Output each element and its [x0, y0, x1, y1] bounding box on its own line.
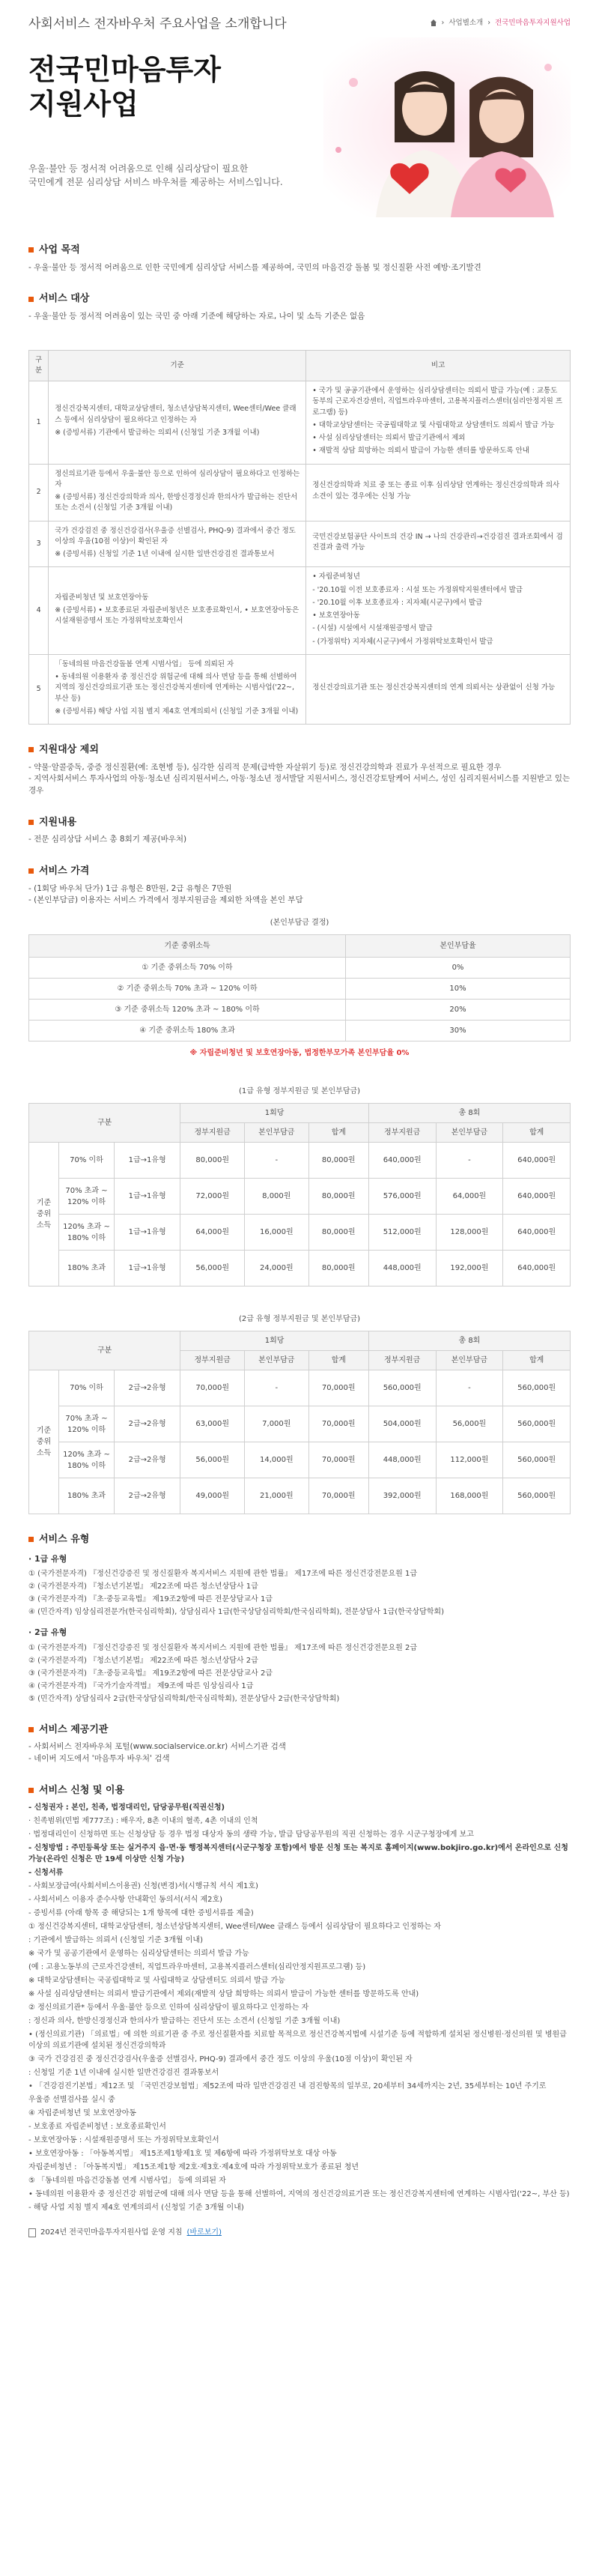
table-cell: 70,000원	[308, 1406, 368, 1442]
section-target	[28, 291, 571, 322]
row-group-label: 기준 중위 소득	[29, 1143, 59, 1287]
note-line: - '20.10월 이후 보호종료자 : 지자체(시군구)에서 발급	[312, 598, 483, 607]
table-cell: 1급→1유형	[115, 1251, 180, 1287]
note-line: • 보호연장아동	[312, 611, 360, 620]
apply-line: 자립준비청년 : 「아동복지법」 제15조제1항 제2호·제3호·제4호에 따라 가정위탁보호가 종료된 청년	[28, 2163, 359, 2171]
subsidy-table	[28, 1331, 571, 1514]
table-header: 정부지원금	[368, 1123, 436, 1143]
apply-line: • 「건강검진기본법」제12조 및 「국민건강보험법」제52조에 따라 일반건강검진 내 검진항목의 일부로, 20세부터 34세까지는 2년, 35세부터는 10년 주기로	[28, 2082, 547, 2090]
table-header: 정부지원금	[368, 1351, 436, 1370]
note-line: • 국가 및 공공기관에서 운영하는 심리상담센터는 의뢰서 발급 가능(예 : 교통도동부의 근로자건강센터, 직업트라우마센터, 고용복지플러스센터(심리안정지원 프로그램) 등)	[312, 387, 563, 417]
table-cell: 392,000원	[368, 1478, 436, 1514]
row-number: 5	[29, 654, 49, 724]
apply-line: - 증빙서류 (아래 항목 중 해당되는 1개 항목에 대한 증빙서류를 제출)	[28, 1909, 254, 1917]
table-cell: 80,000원	[308, 1179, 368, 1215]
table-row	[29, 381, 571, 465]
table-cell: 80,000원	[308, 1215, 368, 1251]
table-row	[29, 521, 571, 567]
criteria-note	[306, 567, 571, 655]
section-title	[28, 291, 571, 306]
table-cell: 504,000원	[368, 1406, 436, 1442]
table-cell: 560,000원	[503, 1478, 571, 1514]
table-row	[29, 1478, 571, 1514]
section-square-icon	[28, 1788, 34, 1793]
table-row	[29, 1179, 571, 1215]
table-cell: 80,000원	[308, 1143, 368, 1179]
table-cell: 80,000원	[180, 1143, 245, 1179]
table-cell: 128,000원	[436, 1215, 503, 1251]
apply-line: - 신청방법 : 주민등록상 또는 실거주지 읍·면·동 행정복지센터(시군구청장 포함)에서 방문 신청 또는 복지로 홈페이지(www.bokjiro.go.kr)에서 온라인으로 신청 가능(온라인 신청은 만 19세 이상만 신청 가능)	[28, 1844, 568, 1863]
table-cell: 70,000원	[308, 1370, 368, 1406]
table-cell: ① 기준 중위소득 70% 이하	[29, 958, 346, 979]
exclusion-line: - 지역사회서비스 투자사업의 아동·청소년 심리지원서비스, 아동·청소년 정서발달 지원서비스, 정신건강토탈케어 서비스, 성인 심리지원서비스를 지원받고 있는 경우	[28, 774, 571, 795]
table-cell: 1급→1유형	[115, 1143, 180, 1179]
table-row	[29, 654, 571, 724]
criteria-text	[49, 381, 306, 465]
criteria-note	[306, 464, 571, 521]
type-item: ① (국가전문자격) 『정신건강증진 및 정신질환자 복지서비스 지원에 관한 법률』 제17조에 따른 정신건강전문요원 2급	[28, 1643, 418, 1652]
table-cell: 80,000원	[308, 1251, 368, 1287]
criteria-line: 자립준비청년 및 보호연장아동	[55, 593, 149, 602]
section-square-icon	[28, 247, 34, 253]
table-cell: ② 기준 중위소득 70% 초과 ~ 120% 이하	[29, 979, 346, 1000]
table-cell: 640,000원	[368, 1143, 436, 1179]
table-cell: 1급→1유형	[115, 1179, 180, 1215]
note-line: • 자립준비청년	[312, 572, 360, 581]
table-cell: 2급→2유형	[115, 1442, 180, 1478]
table-cell: 112,000원	[436, 1442, 503, 1478]
file-icon	[28, 2228, 36, 2237]
row-number: 2	[29, 464, 49, 521]
criteria-text	[49, 654, 306, 724]
table-row	[29, 1370, 571, 1406]
criteria-line: 「동네의원 마음건강돌봄 연계 시범사업」 등에 의뢰된 자	[55, 659, 234, 668]
table-header: 1회당	[180, 1104, 369, 1123]
section-title	[28, 1723, 571, 1738]
table-row	[29, 1442, 571, 1478]
type-item: ② (국가전문자격) 『청소년기본법』 제22조에 따른 청소년상담사 1급	[28, 1582, 258, 1591]
table-cell: -	[436, 1370, 503, 1406]
apply-line: 우울증 선별검사를 실시 중	[28, 2096, 115, 2104]
criteria-line: ※ (증빙서류) 신청일 기준 1년 이내에 실시한 일반건강검진 결과통보서	[55, 550, 275, 558]
apply-line: - 신청서류	[28, 1869, 64, 1877]
provider-line: - 사회서비스 전자바우처 포털(www.socialservice.or.kr) 서비스기관 검색	[28, 1742, 286, 1751]
table-cell: 70% 이하	[59, 1143, 115, 1179]
apply-line: • 동네의원 이용환자 중 정신건강 위험군에 대해 의사 면담 등을 통해 선별하여, 지역의 정신건강의료기관 또는 정신건강복지센터에 연계하는 시범사업('22~, 부산 등)	[28, 2190, 570, 2198]
table-header: 본인부담금	[436, 1351, 503, 1370]
table-cell: 56,000원	[436, 1406, 503, 1442]
subsidy-caption: (2급 유형 정부지원금 및 본인부담금)	[238, 1315, 361, 1323]
row-number: 4	[29, 567, 49, 655]
guideline-text: 2024년 전국민마음투자지원사업 운영 지침	[40, 2228, 183, 2237]
table-header: 본인부담율	[346, 935, 571, 958]
copay-table	[28, 934, 571, 1041]
row-number: 1	[29, 381, 49, 465]
section-title-text: 서비스 가격	[39, 865, 90, 877]
apply-line: · 법정대리인이 신청하면 또는 신청상담 등 경우 법정 대상자 동의 생략 가능, 발급 담당공무원의 직권 신청하는 경우 시군구청장에게 보고	[28, 1830, 474, 1839]
section-square-icon	[28, 1727, 34, 1732]
section-square-icon	[28, 868, 34, 874]
apply-line: • 보호연장아동 : 「아동복지법」 제15조제1항제1호 및 제6항에 따라 가정위탁보호 대상 아동	[28, 2150, 337, 2158]
table-cell: 70% 이하	[59, 1370, 115, 1406]
section-exclusion	[28, 743, 571, 797]
apply-line: : 신청일 기준 1년 이내에 실시한 일반건강검진 결과통보서	[28, 2069, 219, 2077]
criteria-table-body	[29, 381, 571, 725]
table-header: 구분	[29, 350, 49, 381]
section-title-text: 서비스 제공기관	[39, 1723, 109, 1735]
criteria-line: 정신건강복지센터, 대학교상담센터, 청소년상담복지센터, Wee센터/Wee 클래스 등에서 심리상담이 필요하다고 인정하는 자	[55, 405, 297, 424]
note-line: 국민건강보험공단 사이트의 건강 IN → 나의 건강관리→건강검진 결과조회에서 검진결과 출력 가능	[312, 533, 563, 552]
provider-line: - 네이버 지도에서 '마음투자 바우처' 검색	[28, 1753, 170, 1763]
table-header: 정부지원금	[180, 1351, 245, 1370]
hero-lead	[28, 162, 350, 189]
table-cell: 49,000원	[180, 1478, 245, 1514]
table-header: 1회당	[180, 1331, 369, 1351]
type1-list	[28, 1568, 571, 1618]
apply-line: - 사회보장급여(사회서비스이용권) 신청(변경)서(시행규칙 서식 제1호)	[28, 1882, 258, 1890]
apply-line: - 사회서비스 이용자 준수사항 안내확인 동의서(서식 제2호)	[28, 1896, 223, 1904]
table-row	[29, 1021, 571, 1041]
table-header: 구분	[29, 1104, 180, 1143]
apply-line: : 기관에서 발급하는 의뢰서 (신청일 기준 3개월 이내)	[28, 1936, 203, 1944]
table-row	[29, 1000, 571, 1021]
type-group-title: · 2급 유형	[28, 1627, 67, 1637]
table-cell: 70,000원	[180, 1370, 245, 1406]
criteria-table	[28, 350, 571, 725]
criteria-line: ※ (증빙서류) 정신건강의학과 의사, 한방신경정신과 한의사가 발급하는 진단서 또는 소견서 (신청일 기준 3개월 이내)	[55, 493, 298, 513]
table-cell: 64,000원	[436, 1179, 503, 1215]
table-cell: 7,000원	[244, 1406, 308, 1442]
table-header: 총 8회	[368, 1104, 570, 1123]
section-title-text: 사업 목적	[39, 244, 80, 256]
table-cell: 192,000원	[436, 1251, 503, 1287]
criteria-table-wrap	[28, 350, 571, 725]
footer	[28, 2227, 571, 2238]
table-cell: 2급→2유형	[115, 1478, 180, 1514]
table-cell: 2급→2유형	[115, 1370, 180, 1406]
table-cell: 70,000원	[308, 1442, 368, 1478]
table-cell: 560,000원	[368, 1370, 436, 1406]
table-cell: 448,000원	[368, 1251, 436, 1287]
apply-line: ※ 대학교상담센터는 국공립대학교 및 사립대학교 상담센터도 의뢰서 발급 가능	[28, 1977, 285, 1985]
criteria-line: ※ (증빙서류) 해당 사업 지침 별지 제4호 연계의뢰서 (신청일 기준 3개월 이내)	[55, 707, 299, 716]
home-icon[interactable]	[430, 19, 437, 27]
table-header: 합계	[308, 1123, 368, 1143]
apply-line: - 해당 사업 지침 별지 제4호 연계의뢰서 (신청일 기준 3개월 이내)	[28, 2204, 244, 2212]
exclusion-line: - 약물·알콜중독, 중증 정신질환(예: 조현병 등), 심각한 심리적 문제(급박한 자살위기 등)로 정신건강의학과 진료가 우선적으로 필요한 경우	[28, 762, 502, 772]
row-group-label: 기준 중위 소득	[29, 1370, 59, 1514]
fee-text: - 전문 심리상담 서비스 총 8회기 제공(바우처)	[28, 835, 187, 844]
section-square-icon	[28, 297, 34, 302]
apply-line: · 친족범위(민법 제777조) : 배우자, 8촌 이내의 혈족, 4촌 이내의 인척	[28, 1817, 258, 1825]
table-header: 비고	[306, 350, 571, 381]
table-header: 본인부담금	[244, 1123, 308, 1143]
table-header: 기준	[49, 350, 306, 381]
criteria-text	[49, 464, 306, 521]
table-cell: 70,000원	[308, 1478, 368, 1514]
table-cell: 8,000원	[244, 1179, 308, 1215]
section-title-text: 서비스 유형	[39, 1534, 90, 1545]
table-cell: -	[244, 1370, 308, 1406]
apply-line: ④ 자립준비청년 및 보호연장아동	[28, 2109, 137, 2117]
type-item: ③ (국가전문자격) 『초·중등교육법』 제19조2항에 따른 전문상담교사 1급	[28, 1595, 273, 1603]
apply-line: - 보호종료 자립준비청년 : 보호종료확인서	[28, 2123, 166, 2131]
apply-line: ② 정신의료기관* 등에서 우울·불안 등으로 인하여 심리상담이 필요하다고 인정하는 자	[28, 2004, 309, 2012]
price-line: - (1회당 바우처 단가) 1급 유형은 8만원, 2급 유형은 7만원	[28, 883, 232, 893]
table-cell: 56,000원	[180, 1251, 245, 1287]
table-row	[29, 1406, 571, 1442]
section-title	[28, 743, 571, 758]
note-line: • 사설 심리상담센터는 의뢰서 발급기관에서 제외	[312, 434, 466, 442]
type2-list	[28, 1642, 571, 1705]
apply-lines	[28, 1802, 571, 2213]
criteria-line: 국가 건강검진 중 정신건강검사(우울증 선별검사, PHQ-9) 결과에서 중간 정도 이상의 우울(10점 이상)이 확인된 자	[55, 526, 296, 545]
apply-line: - 보호연장아동 : 시설재원증명서 또는 가정위탁보호확인서	[28, 2136, 219, 2144]
row-number: 3	[29, 521, 49, 567]
table-cell: -	[436, 1143, 503, 1179]
apply-line: ※ 국가 및 공공기관에서 운영하는 심리상담센터는 의뢰서 발급 가능	[28, 1950, 249, 1958]
table-cell: 640,000원	[503, 1143, 571, 1179]
type-item: ④ (민간자격) 임상심리전문가(한국심리학회), 상담심리사 1급(한국상담심리학회/한국심리학회), 전문상담사 1급(한국상담학회)	[28, 1608, 445, 1616]
table-cell: 56,000원	[180, 1442, 245, 1478]
note-line: - (시설) 시설에서 시설재원증명서 발급	[312, 624, 433, 633]
criteria-line: ※ (증빙서류) 기관에서 발급하는 의뢰서 (신청일 기준 3개월 이내)	[55, 428, 260, 437]
table-header: 총 8회	[368, 1331, 570, 1351]
table-row	[29, 958, 571, 979]
table-cell: 448,000원	[368, 1442, 436, 1478]
lead-line-2: 국민에게 전문 심리상담 서비스 바우처를 제공하는 서비스입니다.	[28, 177, 283, 187]
breadcrumb-current: 전국민마음투자지원사업	[495, 19, 571, 27]
subsidy-tables	[28, 1086, 571, 1514]
table-cell: 16,000원	[244, 1215, 308, 1251]
table-cell: 70% 초과 ~ 120% 이하	[59, 1179, 115, 1215]
purpose-text: - 우울·불안 등 정서적 어려움으로 인한 국민에게 심리상담 서비스를 제공하여, 국민의 마음건강 돌봄 및 정신질환 사전 예방·조기발견	[28, 262, 481, 272]
section-fee	[28, 815, 571, 846]
criteria-text	[49, 521, 306, 567]
table-cell: 72,000원	[180, 1179, 245, 1215]
table-row	[29, 1215, 571, 1251]
apply-line: ⑤ 「동네의원 마음건강돌봄 연계 시범사업」 등에 의뢰된 자	[28, 2177, 226, 2185]
criteria-note	[306, 654, 571, 724]
copay-table-body	[29, 958, 571, 1041]
table-cell: 560,000원	[503, 1406, 571, 1442]
section-title	[28, 815, 571, 830]
section-title	[28, 1532, 571, 1547]
table-cell: 180% 초과	[59, 1251, 115, 1287]
section-square-icon	[28, 820, 34, 825]
section-purpose	[28, 243, 571, 273]
criteria-text	[49, 567, 306, 655]
lead-line-1: 우울·불안 등 정서적 어려움으로 인해 심리상담이 필요한	[28, 163, 249, 174]
breadcrumb-separator: ›	[441, 19, 445, 27]
note-line: 정신건강의료기관 또는 정신건강복지센터의 연계 의뢰서는 상관없이 신청 가능	[312, 683, 556, 692]
type-group-title: · 1급 유형	[28, 1553, 67, 1564]
criteria-line: ※ (증빙서류) • 보호종료된 자립준비청년은 보호종료확인서, • 보호연장아동은 시설재원증명서 또는 가정위탁보호확인서	[55, 605, 300, 626]
header-row	[29, 1104, 571, 1123]
section-title-text: 서비스 대상	[39, 293, 90, 305]
table-cell: 2급→2유형	[115, 1406, 180, 1442]
table-cell: ④ 기준 중위소득 180% 초과	[29, 1021, 346, 1041]
table-row	[29, 1251, 571, 1287]
table-header: 합계	[308, 1351, 368, 1370]
target-text: - 우울·불안 등 정서적 어려움이 있는 국민 중 아래 기준에 해당하는 자로, 나이 및 소득 기준은 없음	[28, 311, 365, 321]
table-cell: 512,000원	[368, 1215, 436, 1251]
copay-note: ※ 자립준비청년 및 보호연장아동, 법정한부모가족 본인부담율 0%	[189, 1049, 410, 1057]
table-cell: 70% 초과 ~ 120% 이하	[59, 1406, 115, 1442]
table-row	[29, 464, 571, 521]
table-cell: ③ 기준 중위소득 120% 초과 ~ 180% 이하	[29, 1000, 346, 1021]
table-cell: 120% 초과 ~ 180% 이하	[59, 1215, 115, 1251]
table-row	[29, 979, 571, 1000]
table-cell: 576,000원	[368, 1179, 436, 1215]
section-title-text: 지원내용	[39, 816, 77, 828]
table-cell: -	[244, 1143, 308, 1179]
breadcrumb	[430, 18, 571, 28]
table-cell: 24,000원	[244, 1251, 308, 1287]
copay-caption: (본인부담금 결정)	[270, 919, 329, 927]
table-row	[29, 1143, 571, 1179]
page-subtitle: 사회서비스 전자바우처 주요사업을 소개합니다	[28, 16, 287, 31]
criteria-note	[306, 521, 571, 567]
type-item: ④ (국가전문자격) 『국가기술자격법』 제9조에 따른 임상심리사 1급	[28, 1681, 254, 1690]
section-types	[28, 1532, 571, 1705]
section-title	[28, 243, 571, 258]
price-line: - (본인부담금) 이용자는 서비스 가격에서 정부지원금을 제외한 차액을 본인 부담	[28, 895, 303, 905]
table-cell: 560,000원	[503, 1442, 571, 1478]
table-cell: 640,000원	[503, 1251, 571, 1287]
subsidy-caption: (1급 유형 정부지원금 및 본인부담금)	[238, 1087, 361, 1095]
subsidy-table	[28, 1103, 571, 1287]
table-header: 본인부담금	[436, 1123, 503, 1143]
table-cell: 120% 초과 ~ 180% 이하	[59, 1442, 115, 1478]
table-cell: 640,000원	[503, 1215, 571, 1251]
table-cell: 30%	[346, 1021, 571, 1041]
table-row	[29, 567, 571, 655]
type-item: ① (국가전문자격) 『정신건강증진 및 정신질환자 복지서비스 지원에 관한 법률』 제17조에 따른 정신건강전문요원 1급	[28, 1570, 418, 1578]
table-cell: 640,000원	[503, 1179, 571, 1215]
table-cell: 20%	[346, 1000, 571, 1021]
note-line: - '20.10월 이전 보호종료자 : 시설 또는 가정위탁지원센터에서 발급	[312, 585, 523, 594]
section-title-text: 지원대상 제외	[39, 744, 99, 755]
table-cell: 180% 초과	[59, 1478, 115, 1514]
type-item: ② (국가전문자격) 『청소년기본법』 제22조에 따른 청소년상담사 2급	[28, 1656, 258, 1665]
breadcrumb-item[interactable]: 사업별소개	[449, 19, 484, 27]
apply-line: ① 정신건강복지센터, 대학교상담센터, 청소년상담복지센터, Wee센터/Wee 클래스 등에서 심리상담이 필요하다고 인정하는 자	[28, 1923, 441, 1931]
table-cell: 64,000원	[180, 1215, 245, 1251]
hero	[28, 52, 571, 225]
title-line-2: 지원사업	[28, 88, 139, 121]
hero-illustration-image	[323, 37, 571, 217]
section-title	[28, 1783, 571, 1798]
title-line-1: 전국민마음투자	[28, 53, 221, 86]
note-line: • 재발적 상담 희망하는 의뢰서 발급이 가능한 센터를 방문하도록 안내	[312, 447, 529, 456]
table-cell: 560,000원	[503, 1370, 571, 1406]
apply-line: ※ 사설 심리상담센터는 의뢰서 발급기관에서 제외(재발적 상담 희망하는 의뢰서 발급이 가능한 센터를 방문하도록 안내)	[28, 1990, 419, 1998]
table-header: 기준 중위소득	[29, 935, 346, 958]
apply-line: - 신청권자 : 본인, 친족, 법정대리인, 담당공무원(직권신청)	[28, 1803, 225, 1812]
apply-line: (예 : 고용노동부의 근로자건강센터, 직업트라우마센터, 고용복지플러스센터(심리안정지원프로그램) 등)	[28, 1963, 366, 1971]
table-cell: 14,000원	[244, 1442, 308, 1478]
table-cell: 21,000원	[244, 1478, 308, 1514]
criteria-note	[306, 381, 571, 465]
type-item: ③ (국가전문자격) 『초·중등교육법』 제19조2항에 따른 전문상담교사 2급	[28, 1669, 273, 1678]
table-header: 합계	[503, 1123, 571, 1143]
breadcrumb-separator: ›	[487, 19, 491, 27]
section-title-text: 서비스 신청 및 이용	[39, 1784, 125, 1796]
section-apply	[28, 1783, 571, 2214]
criteria-line: 정신의료기관 등에서 우울·불안 등으로 인하여 심리상담이 필요하다고 인정하는 자	[55, 469, 300, 489]
section-square-icon	[28, 747, 34, 752]
section-price	[28, 864, 571, 1059]
view-guideline-link[interactable]: (바로보기)	[186, 2228, 222, 2237]
table-cell: 0%	[346, 958, 571, 979]
section-title	[28, 864, 571, 879]
type-item: ⑤ (민간자격) 상담심리사 2급(한국상담심리학회/한국심리학회), 전문상담사 2급(한국상담학회)	[28, 1694, 340, 1703]
note-line: 정신건강의학과 치료 중 또는 종료 이후 심리상담 연계하는 정신건강의학과 의사 소견이 있는 경우에는 신청 가능	[312, 481, 560, 501]
note-line: • 대학교상담센터는 국공립대학교 및 사립대학교 상담센터도 의뢰서 발급 가능	[312, 420, 555, 429]
criteria-line: • 동네의원 이용환자 중 정신건강 위험군에 대해 의사 면담 등을 통해 선별하여 지역의 정신건강의료기관 또는 정신건강복지센터에 연계하는 시범사업('22~, 부산 등)	[55, 673, 297, 703]
table-cell: 10%	[346, 979, 571, 1000]
table-header: 본인부담금	[244, 1351, 308, 1370]
table-header: 구분	[29, 1331, 180, 1370]
apply-line: : 정신과 의사, 한방신경정신과 한의사가 발급하는 진단서 또는 소견서 (신청일 기준 3개월 이내)	[28, 2017, 341, 2025]
section-providers	[28, 1723, 571, 1765]
apply-line: • (정신의료기관) 「의료법」에 의한 의료기관 중 주로 정신질환자를 치료할 목적으로 정신건강복지법에 시설기준 등에 적합하게 설치된 정신병원·정신의원 및 병원급 이상의 의료기관에 설치된 정신건강의학과	[28, 2031, 567, 2050]
apply-line: ③ 국가 건강검진 중 정신건강검사(우울증 선별검사, PHQ-9) 결과에서 중간 정도 이상의 우울(10점 이상)이 확인된 자	[28, 2055, 413, 2063]
table-header: 합계	[503, 1351, 571, 1370]
section-square-icon	[28, 1537, 34, 1542]
types-list	[28, 1553, 571, 1705]
table-cell: 63,000원	[180, 1406, 245, 1442]
table-header: 정부지원금	[180, 1123, 245, 1143]
table-cell: 168,000원	[436, 1478, 503, 1514]
table-cell: 1급→1유형	[115, 1215, 180, 1251]
note-line: - (가정위탁) 지자체(시군구)에서 가정위탁보호확인서 발급	[312, 637, 493, 646]
header-row	[29, 1331, 571, 1351]
